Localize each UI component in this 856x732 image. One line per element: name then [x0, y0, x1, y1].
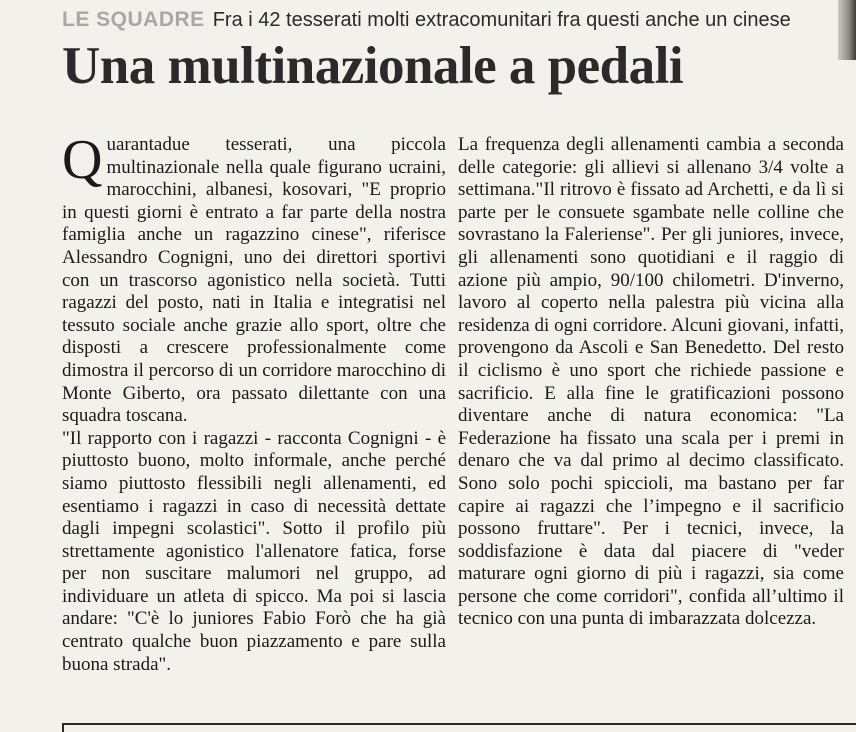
- paragraph-1: [62, 129, 446, 428]
- headline: Una multinazionale a pedali: [62, 37, 684, 95]
- paragraph-2: "Il rapporto con i ragazzi - racconta Cognigni - è piuttosto buono, molto informale, anche perché siamo piuttosto flessibili negli allenamenti, ed esentiamo i ragazzi in caso di necessità dettate dagli impegni scolastici". Sotto il profilo più strettamente agonistico l'allenatore fatica, forse per non suscitare malumori nel gruppo, ad individuare un atleta di spicco. Ma poi si lascia andare: "C'è lo juniores Fabio Forò che ha già centrato qualche buon piazzamento e pare sulla buona strada".: [62, 427, 446, 675]
- bottom-rule: [62, 723, 856, 725]
- paragraph-1-text: uarantadue tesserati, una piccola multinazionale nella quale figurano ucraini, marocchini, albanesi, kosovari, "E proprio in questi giorni è entrato a far parte della nostra famiglia anche un ragazzino cinese", riferisce Alessandro Cognigni, uno dei direttori sportivi con un trascorso agonistico nella società. Tutti ragazzi del posto, nati in Italia e integratisi nel tessuto sociale anche grazie allo sport, oltre che disposti a crescere professionalmente come dimostra il percorso di un corridore marocchino di Monte Giberto, ora passato dilettante con una squadra toscana.: [62, 134, 446, 427]
- article-column-right: [458, 134, 844, 631]
- paragraph-3: La frequenza degli allenamenti cambia a seconda delle categorie: gli allievi si allenano 3/4 volte a settimana."Il ritrovo è fissato ad Archetti, e da lì si parte per le consuete sgambate nelle colline che sovrastano la Faleriense". Per gli juniores, invece, gli allenamenti sono quotidiani e il raggio di azione più ampio, 90/100 chilometri. D'inverno, lavoro al coperto nella palestra più vicina alla residenza di ogni corridore. Alcuni giovani, infatti, provengono da Ascoli e San Benedetto. Del resto il ciclismo è uno sport che richiede passione e sacrificio. E alla fine le gratificazioni possono diventare anche di natura economica: "La Federazione ha fissato una scala per i premi in denaro che va dal primo al decimo classificato. Sono solo pochi spiccioli, ma bastano per far capire ai ragazzi che l’impegno e il sacrificio possono fruttare". Per i tecnici, invece, la soddisfazione è data dal piacere di "veder maturare ogni giorno di più i ragazzi, sia come persone che come corridori", confida all’ultimo il tecnico con una punta di imbarazzata dolcezza.: [458, 134, 844, 630]
- section-label: LE SQUADRE: [62, 8, 205, 31]
- bottom-rule-corner: [62, 723, 64, 732]
- drop-cap: Q: [62, 129, 103, 191]
- article-column-left: [62, 129, 446, 676]
- kicker-subtitle: Fra i 42 tesserati molti extracomunitari fra questi anche un cinese: [212, 9, 791, 31]
